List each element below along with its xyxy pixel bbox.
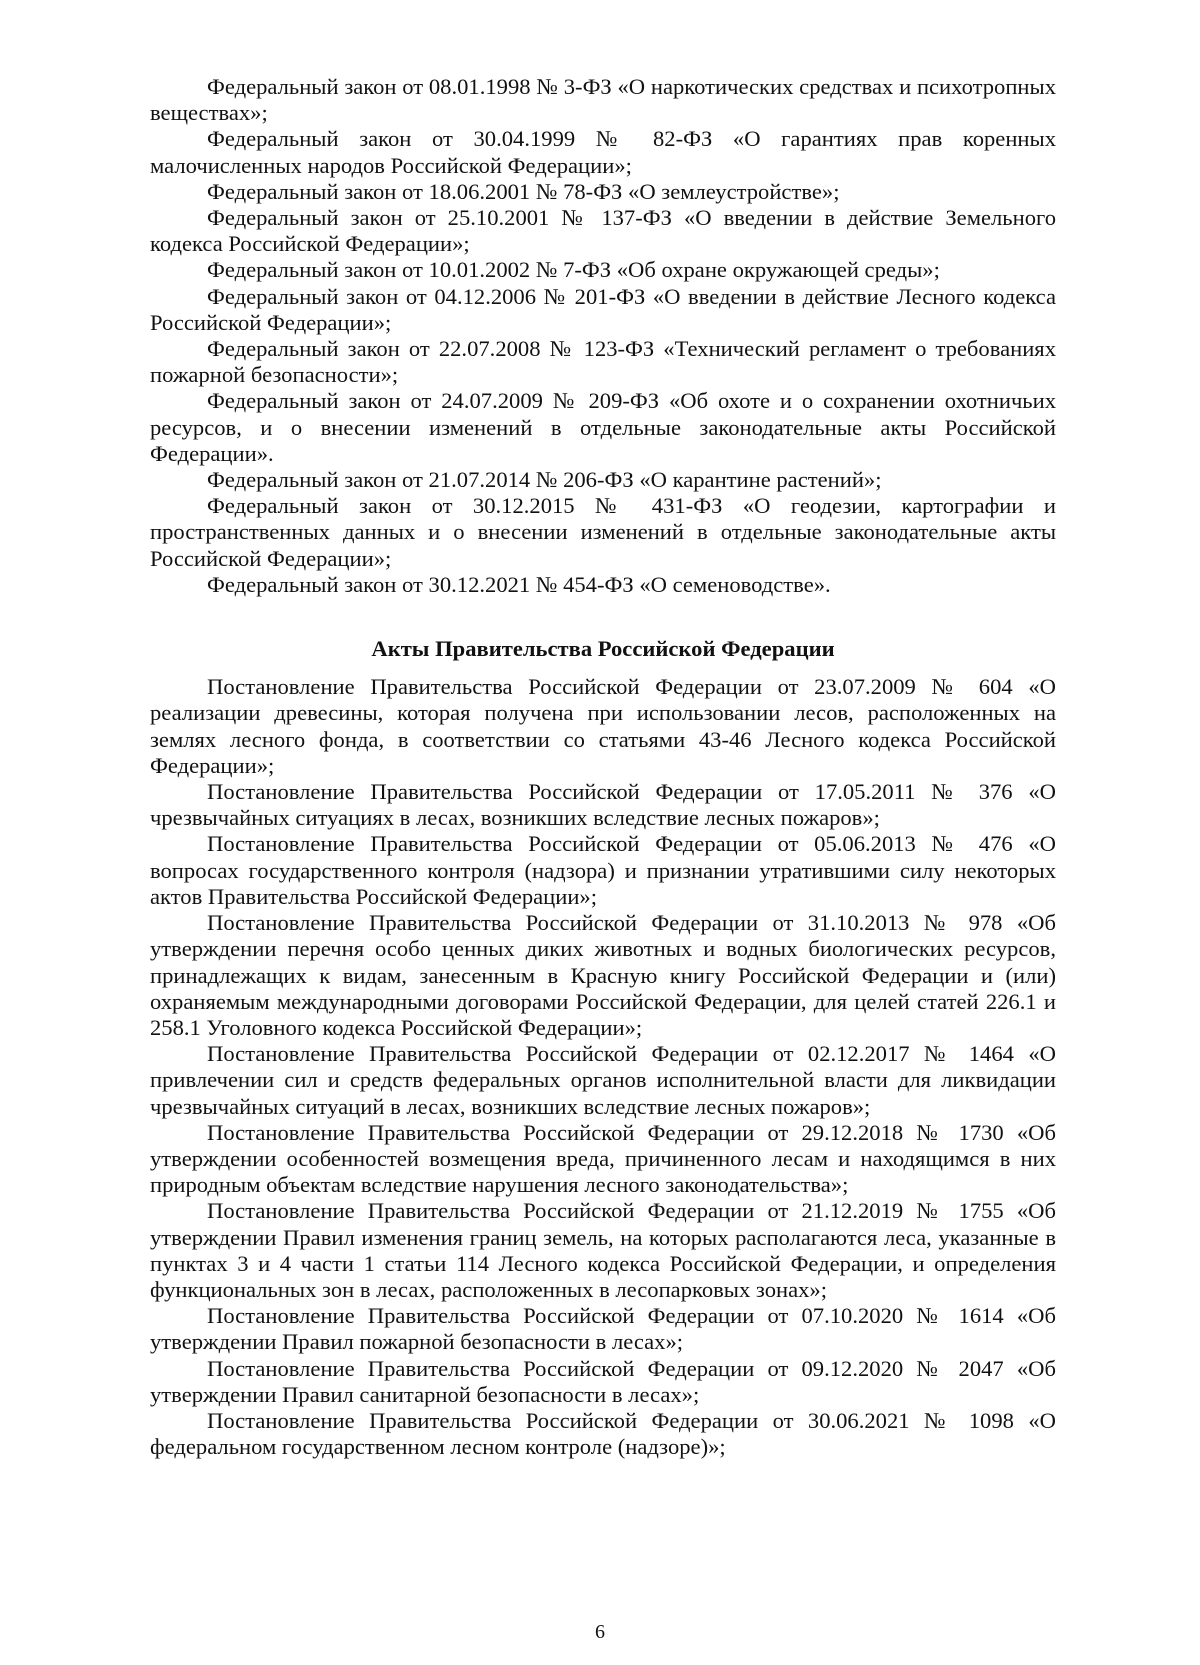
- list-item: Постановление Правительства Российской Федерации от 05.06.2013 № 476 «О вопросах государственного контроля (надзора) и признании утратившими силу некоторых актов Правительства Российской Федерации»;: [150, 831, 1056, 909]
- document-page: [150, 74, 1056, 1460]
- list-item: Постановление Правительства Российской Федерации от 17.05.2011 № 376 «О чрезвычайных ситуациях в лесах, возникших вследствие лесных пожаров»;: [150, 779, 1056, 831]
- list-item: Постановление Правительства Российской Федерации от 09.12.2020 № 2047 «Об утверждении Правил санитарной безопасности в лесах»;: [150, 1355, 1056, 1407]
- page-number: 6: [595, 1621, 605, 1643]
- list-item: Федеральный закон от 21.07.2014 № 206-ФЗ «О карантине растений»;: [207, 467, 882, 493]
- list-item: Федеральный закон от 30.04.1999 № 82-ФЗ «О гарантиях прав коренных малочисленных народов Российской Федерации»;: [150, 126, 1056, 178]
- list-item: Постановление Правительства Российской Федерации от 29.12.2018 № 1730 «Об утверждении особенностей возмещения вреда, причиненного лесам и находящимся в них природным объектам вследствие нарушения лесного законодательства»;: [150, 1119, 1056, 1198]
- list-item: Федеральный закон от 24.07.2009 № 209-ФЗ «Об охоте и о сохранении охотничьих ресурсов, и о внесении изменений в отдельные законодательные акты Российской Федерации».: [150, 388, 1056, 466]
- list-item: Федеральный закон от 10.01.2002 № 7-ФЗ «Об охране окружающей среды»;: [207, 257, 940, 283]
- list-item: Постановление Правительства Российской Федерации от 31.10.2013 № 978 «Об утверждении перечня особо ценных диких животных и водных биологических ресурсов, принадлежащих к видам, занесенным в Красную книгу Российской Федерации и (или) охраняемым международными договорами Российской Федерации, для целей статей 226.1 и 258.1 Уголовного кодекса Российской Федерации»;: [150, 910, 1056, 1040]
- list-item: Федеральный закон от 18.06.2001 № 78-ФЗ «О землеустройстве»;: [207, 178, 840, 204]
- list-item: Федеральный закон от 22.07.2008 № 123-ФЗ «Технический регламент о требованиях пожарной безопасности»;: [150, 336, 1056, 388]
- section-spacer: [150, 598, 1056, 636]
- list-item: Постановление Правительства Российской Федерации от 30.06.2021 № 1098 «О федеральном государственном лесном контроле (надзоре)»;: [150, 1407, 1056, 1460]
- list-item: Постановление Правительства Российской Федерации от 02.12.2017 № 1464 «О привлечении сил и средств федеральных органов исполнительной власти для ликвидации чрезвычайных ситуаций в лесах, возникших вследствие лесных пожаров»;: [150, 1041, 1056, 1119]
- federal-laws-list: [150, 74, 1056, 598]
- section-heading: Акты Правительства Российской Федерации: [371, 636, 835, 662]
- list-item: Федеральный закон от 30.12.2021 № 454-ФЗ «О семеноводстве».: [207, 571, 831, 597]
- list-item: Федеральный закон от 04.12.2006 № 201-ФЗ «О введении в действие Лесного кодекса Российской Федерации»;: [150, 283, 1056, 335]
- list-item: Федеральный закон от 08.01.1998 № 3-ФЗ «О наркотических средствах и психотропных веществах»;: [150, 74, 1056, 126]
- list-item: Постановление Правительства Российской Федерации от 07.10.2020 № 1614 «Об утверждении Правил пожарной безопасности в лесах»;: [150, 1303, 1056, 1355]
- list-item: Федеральный закон от 30.12.2015 № 431-ФЗ «О геодезии, картографии и пространственных данных и о внесении изменений в отдельные законодательные акты Российской Федерации»;: [150, 493, 1056, 571]
- list-item: Федеральный закон от 25.10.2001 № 137-ФЗ «О введении в действие Земельного кодекса Российской Федерации»;: [150, 205, 1056, 257]
- list-item: Постановление Правительства Российской Федерации от 23.07.2009 № 604 «О реализации древесины, которая получена при использовании лесов, расположенных на землях лесного фонда, в соответствии со статьями 43-46 Лесного кодекса Российской Федерации»;: [150, 674, 1056, 778]
- list-item: Постановление Правительства Российской Федерации от 21.12.2019 № 1755 «Об утверждении Правил изменения границ земель, на которых располагаются леса, указанные в пунктах 3 и 4 части 1 статьи 114 Лесного кодекса Российской Федерации, и определения функциональных зон в лесах, расположенных в лесопарковых зонах»;: [150, 1198, 1056, 1302]
- government-acts-section: [150, 636, 1056, 1460]
